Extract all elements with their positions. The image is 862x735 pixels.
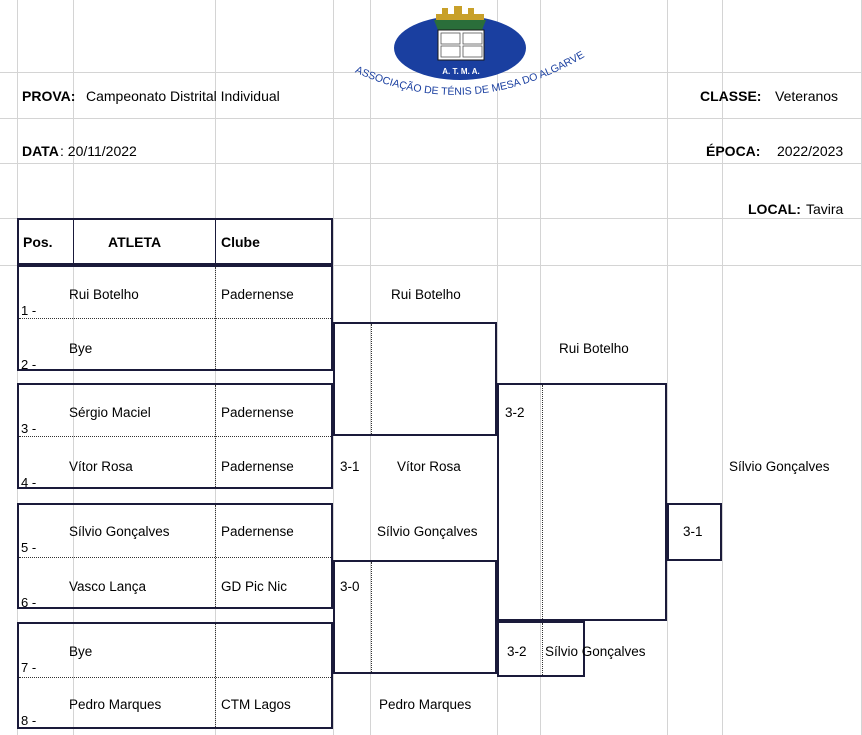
gridline [722, 0, 723, 735]
club-divider [215, 624, 216, 727]
score-divider [542, 623, 543, 675]
score-divider [542, 385, 543, 619]
club-divider [215, 267, 216, 369]
round2-box [333, 560, 497, 674]
player-name: Vítor Rosa [69, 459, 133, 474]
gridline [0, 163, 862, 164]
local-label: LOCAL: [748, 201, 801, 217]
player-name: Sílvio Gonçalves [69, 524, 170, 539]
round3-winner: Sílvio Gonçalves [545, 644, 646, 659]
col-atleta-header: ATLETA [108, 234, 162, 250]
round2-box [333, 322, 497, 436]
player-club: Padernense [221, 405, 294, 420]
atma-logo [338, 0, 598, 120]
player-pos: 5 - [21, 540, 37, 555]
final-score: 3-1 [683, 524, 703, 539]
player-pos: 3 - [21, 421, 37, 436]
logo-arc-text: ASSOCIAÇÃO DE TÉNIS DE MESA DO ALGARVE [353, 48, 587, 98]
prova-value: Campeonato Distrital Individual [86, 88, 280, 104]
player-name: Sérgio Maciel [69, 405, 151, 420]
player-name: Rui Botelho [69, 287, 139, 302]
round2-winner: Vítor Rosa [397, 459, 461, 474]
column-divider [73, 218, 74, 265]
round2-winner: Pedro Marques [379, 697, 472, 712]
player-name: Vasco Lança [69, 579, 147, 594]
club-divider [215, 505, 216, 607]
player-club: Padernense [221, 524, 294, 539]
data-value: : 20/11/2022 [60, 143, 137, 159]
player-pos: 7 - [21, 660, 37, 675]
player-club: CTM Lagos [221, 697, 291, 712]
local-value: Tavira [806, 201, 844, 217]
data-label: DATA [22, 143, 59, 159]
row-divider [19, 557, 331, 558]
round3-score: 3-2 [507, 644, 527, 659]
row-divider [19, 318, 331, 319]
epoca-value: 2022/2023 [777, 143, 844, 159]
classe-label: CLASSE: [700, 88, 762, 104]
player-club: GD Pic Nic [221, 579, 288, 594]
round2-winner: Rui Botelho [391, 287, 461, 302]
player-name: Bye [69, 341, 93, 356]
player-pos: 6 - [21, 595, 37, 610]
player-pos: 8 - [21, 713, 37, 728]
round3-score: 3-2 [505, 405, 525, 420]
player-club: Padernense [221, 459, 294, 474]
club-divider [215, 385, 216, 487]
col-clube-header: Clube [221, 234, 260, 250]
score-divider [371, 324, 372, 434]
column-divider [215, 218, 216, 265]
round3-winner: Rui Botelho [559, 341, 629, 356]
player-pos: 1 - [21, 303, 37, 318]
row-divider [19, 436, 331, 437]
score-divider [371, 562, 372, 672]
round1-pair [17, 622, 333, 729]
player-name: Bye [69, 644, 93, 659]
champion-name: Sílvio Gonçalves [729, 459, 830, 474]
classe-value: Veteranos [775, 88, 839, 104]
player-pos: 4 - [21, 475, 37, 490]
epoca-label: ÉPOCA: [706, 143, 761, 159]
round2-winner: Sílvio Gonçalves [377, 524, 478, 539]
round1-pair [17, 265, 333, 371]
gridline [667, 0, 668, 735]
col-pos-header: Pos. [23, 234, 53, 250]
round2-score: 3-1 [340, 459, 360, 474]
row-divider [19, 677, 331, 678]
crest-text: A. T. M. A. [442, 67, 480, 76]
prova-label: PROVA: [22, 88, 76, 104]
column-header-row [17, 218, 333, 265]
round2-score: 3-0 [340, 579, 360, 594]
player-name: Pedro Marques [69, 697, 162, 712]
player-club: Padernense [221, 287, 294, 302]
player-pos: 2 - [21, 357, 37, 372]
